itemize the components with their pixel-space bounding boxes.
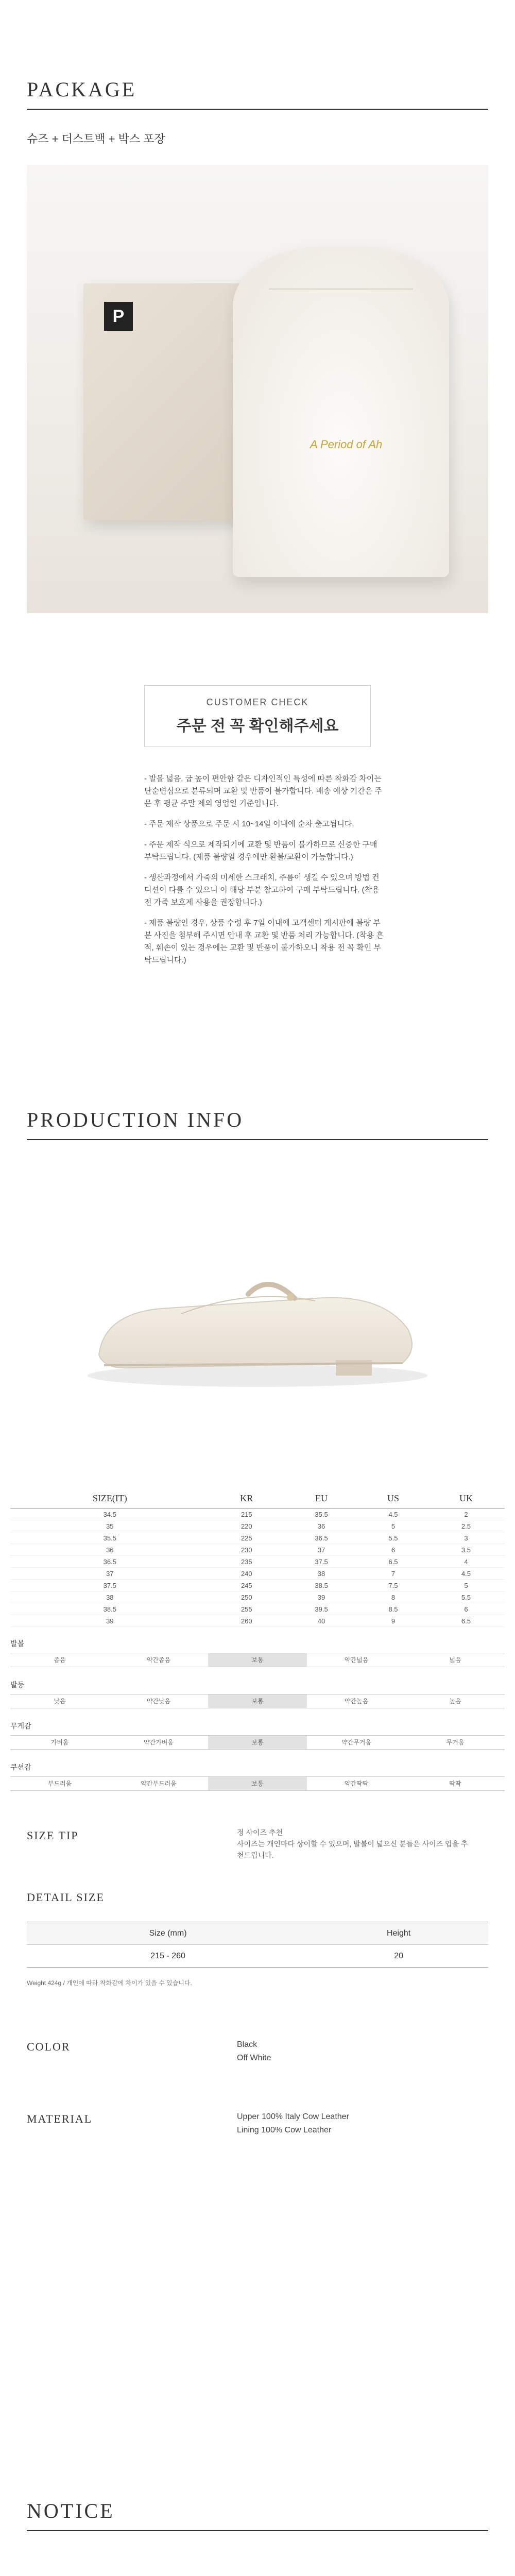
size-row <box>10 1615 505 1627</box>
size-cell: 38.5 <box>10 1603 210 1615</box>
size-cell: 38 <box>10 1591 210 1603</box>
production-info-title: PRODUCTION INFO <box>27 1108 244 1131</box>
package-photo <box>27 165 488 613</box>
fit-option-scale <box>10 1653 505 1667</box>
size-cell: 230 <box>210 1544 284 1556</box>
fit-option-item: 딱딱 <box>449 1780 461 1787</box>
size-cell: 39 <box>284 1591 359 1603</box>
size-cell: 6 <box>359 1544 427 1556</box>
notice-section <box>0 2421 515 2531</box>
size-cell: 36 <box>10 1544 210 1556</box>
brand-logo: P <box>104 302 133 331</box>
fit-option-scale <box>10 1776 505 1791</box>
color-black: Black <box>237 2040 258 2049</box>
fit-option-item: 보통 <box>208 1694 307 1708</box>
size-cell: 36.5 <box>284 1532 359 1544</box>
size-header-eu: EU <box>284 1489 359 1509</box>
customer-check-notes <box>144 773 386 975</box>
size-cell: 220 <box>210 1520 284 1532</box>
production-title-rule <box>27 1139 488 1140</box>
size-conversion-table <box>10 1489 505 1627</box>
size-row <box>10 1520 505 1532</box>
fit-option-weight <box>10 1721 505 1750</box>
detail-size-label: DETAIL SIZE <box>27 1891 105 1904</box>
fit-option-item: 약간가벼움 <box>144 1739 174 1746</box>
fit-option-label: 쿠션감 <box>10 1763 31 1771</box>
fit-option-item: 약간좁음 <box>146 1656 171 1664</box>
customer-check-ko: 주문 전 꼭 확인해주세요 <box>176 718 339 735</box>
detail-size-range: 215 - 260 <box>27 1945 309 1968</box>
fit-option-item: 보통 <box>208 1777 307 1790</box>
material-label: MATERIAL <box>27 2112 93 2125</box>
size-cell: 5.5 <box>427 1591 505 1603</box>
size-cell: 8.5 <box>359 1603 427 1615</box>
size-cell: 37.5 <box>284 1556 359 1568</box>
size-cell: 40 <box>284 1615 359 1627</box>
size-row <box>10 1509 505 1520</box>
size-cell: 36.5 <box>10 1556 210 1568</box>
notice-title-rule <box>27 2530 488 2531</box>
size-header-us: US <box>359 1489 427 1509</box>
size-cell: 38 <box>284 1568 359 1580</box>
size-cell: 6.5 <box>427 1615 505 1627</box>
size-row <box>10 1532 505 1544</box>
size-cell: 35.5 <box>284 1509 359 1520</box>
size-cell: 39.5 <box>284 1603 359 1615</box>
fit-option-item: 높음 <box>449 1698 461 1705</box>
size-cell: 39 <box>10 1615 210 1627</box>
check-note: - 제품 불량인 경우, 상품 수령 후 7일 이내에 고객센터 게시판에 불량 부분 사진을 첨부해 주시면 안내 후 교환 및 반품 처리 가능합니다. (착용 흔적, 훼손이 있는 경우에는 교환 및 반품이 불가하오니 착용 전 꼭 확인 부탁드립니다.) <box>144 919 384 964</box>
fit-option-item: 보통 <box>208 1736 307 1749</box>
size-row <box>10 1603 505 1615</box>
check-note: - 주문 제작 상품으로 주문 시 10~14일 이내에 순차 출고됩니다. <box>144 820 354 828</box>
fit-option-scale <box>10 1694 505 1708</box>
size-cell: 2 <box>427 1509 505 1520</box>
weight-note: Weight 424g / 개인에 따라 착화감에 차이가 있을 수 있습니다. <box>27 1979 192 1987</box>
material-upper: Upper 100% Italy Cow Leather <box>237 2112 349 2121</box>
fit-option-item: 좁음 <box>54 1656 66 1664</box>
color-off-white: Off White <box>237 2054 271 2062</box>
size-tip-text: 정 사이즈 추천 사이즈는 개인마다 상이할 수 있으며, 발볼이 넓으신 분들은 사이즈 업을 추천드립니다. <box>237 1828 468 1859</box>
size-tip-label: SIZE TIP <box>27 1829 79 1842</box>
color-list <box>237 2038 271 2065</box>
size-cell: 7 <box>359 1568 427 1580</box>
size-cell: 240 <box>210 1568 284 1580</box>
size-cell: 5 <box>427 1580 505 1591</box>
size-cell: 4.5 <box>359 1509 427 1520</box>
color-label: COLOR <box>27 2040 71 2053</box>
detail-height-value: 20 <box>309 1945 488 1968</box>
size-row <box>10 1591 505 1603</box>
fit-option-item: 약간낮음 <box>146 1698 171 1705</box>
fit-option-item: 약간무거움 <box>341 1739 371 1746</box>
fit-option-item: 약간높음 <box>344 1698 369 1705</box>
fit-option-item: 보통 <box>208 1653 307 1667</box>
notice-title: NOTICE <box>27 2499 115 2522</box>
fit-option-label: 발등 <box>10 1681 25 1689</box>
fit-option-width <box>10 1638 505 1667</box>
customer-check-en: CUSTOMER CHECK <box>206 697 309 707</box>
shoe-photo <box>27 1159 488 1448</box>
size-cell: 2.5 <box>427 1520 505 1532</box>
size-cell: 38.5 <box>284 1580 359 1591</box>
size-cell: 235 <box>210 1556 284 1568</box>
size-cell: 6 <box>427 1603 505 1615</box>
detail-header-size: Size (mm) <box>27 1922 309 1945</box>
detail-size-header-row <box>27 1922 488 1945</box>
fit-option-item: 부드러움 <box>47 1780 72 1787</box>
size-cell: 9 <box>359 1615 427 1627</box>
dust-bag <box>233 247 449 577</box>
detail-size-row <box>27 1945 488 1968</box>
detail-size-table <box>27 1922 488 1968</box>
size-table-body <box>10 1509 505 1627</box>
fit-option-item: 약간넓음 <box>344 1656 369 1664</box>
mary-jane-shoe-image <box>27 1159 488 1448</box>
fit-option-item: 약간부드러움 <box>141 1780 177 1787</box>
fit-option-item: 가벼움 <box>50 1739 69 1746</box>
size-cell: 37.5 <box>10 1580 210 1591</box>
size-row <box>10 1580 505 1591</box>
fit-option-cushion <box>10 1762 505 1791</box>
material-list <box>237 2110 349 2137</box>
size-row <box>10 1544 505 1556</box>
size-cell: 34.5 <box>10 1509 210 1520</box>
fit-option-item: 낮음 <box>54 1698 66 1705</box>
size-cell: 260 <box>210 1615 284 1627</box>
size-cell: 7.5 <box>359 1580 427 1591</box>
customer-check-box <box>144 685 371 747</box>
package-title: PACKAGE <box>27 78 137 101</box>
fit-option-item: 약간딱딱 <box>344 1780 369 1787</box>
size-cell: 255 <box>210 1603 284 1615</box>
size-cell: 37 <box>10 1568 210 1580</box>
size-table-header-row <box>10 1489 505 1509</box>
package-subtitle: 슈즈 + 더스트백 + 박스 포장 <box>27 132 165 145</box>
size-cell: 37 <box>284 1544 359 1556</box>
fit-option-label: 발볼 <box>10 1639 25 1648</box>
detail-header-height: Height <box>309 1922 488 1945</box>
size-cell: 6.5 <box>359 1556 427 1568</box>
size-cell: 4 <box>427 1556 505 1568</box>
fit-option-item: 무거움 <box>446 1739 465 1746</box>
size-cell: 35 <box>10 1520 210 1532</box>
size-header-uk: UK <box>427 1489 505 1509</box>
dust-bag-string <box>269 289 413 290</box>
fit-option-label: 무게감 <box>10 1722 31 1730</box>
size-cell: 250 <box>210 1591 284 1603</box>
size-header-kr: KR <box>210 1489 284 1509</box>
size-cell: 215 <box>210 1509 284 1520</box>
size-header-it: SIZE(IT) <box>10 1489 210 1509</box>
check-note: - 발볼 넓음, 굽 높이 편안함 같은 디자인적인 특성에 따른 착화감 차이는 단순변심으로 분류되며 교환 및 반품이 불가합니다. 배송 예상 기간은 주문 후 평균 주말 제외 영업일 기준입니다. <box>144 774 382 808</box>
size-cell: 225 <box>210 1532 284 1544</box>
size-cell: 8 <box>359 1591 427 1603</box>
size-row <box>10 1568 505 1580</box>
size-cell: 3 <box>427 1532 505 1544</box>
size-cell: 5 <box>359 1520 427 1532</box>
material-lining: Lining 100% Cow Leather <box>237 2126 332 2134</box>
fit-option-item: 넓음 <box>449 1656 461 1664</box>
check-note: - 주문 제작 식으로 제작되기에 교환 및 반품이 불가하므로 신중한 구매 부탁드립니다. (제품 불량일 경우에만 환불/교환이 가능합니다.) <box>144 840 377 861</box>
size-cell: 35.5 <box>10 1532 210 1544</box>
size-cell: 4.5 <box>427 1568 505 1580</box>
production-info-section <box>0 1108 515 2134</box>
fit-option-instep <box>10 1680 505 1708</box>
size-cell: 5.5 <box>359 1532 427 1544</box>
fit-option-scale <box>10 1735 505 1750</box>
check-note: - 생산과정에서 가죽의 미세한 스크래치, 주름이 생길 수 있으며 방법 컨디션이 다를 수 있으니 이 해당 부분 참고하여 구매 부탁드립니다. (착용 전 가죽 보호제 사용을 권장합니다.) <box>144 873 380 907</box>
size-row <box>10 1556 505 1568</box>
size-cell: 36 <box>284 1520 359 1532</box>
size-cell: 3.5 <box>427 1544 505 1556</box>
package-section <box>0 0 515 146</box>
size-cell: 245 <box>210 1580 284 1591</box>
dust-bag-print: A Period of Ah <box>310 438 383 451</box>
